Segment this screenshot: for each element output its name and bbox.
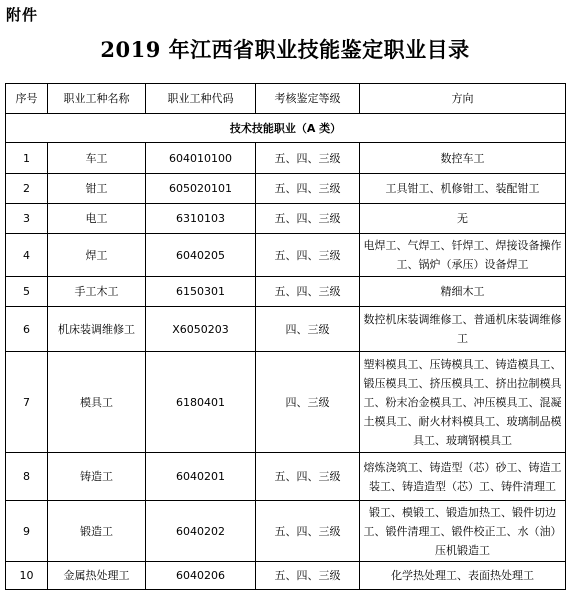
table-row <box>6 501 566 562</box>
row-name: 模具工 <box>48 352 146 453</box>
header-number: 序号 <box>6 84 48 114</box>
row-name: 金属热处理工 <box>48 562 146 590</box>
table-row <box>6 307 566 352</box>
table-row <box>6 143 566 174</box>
occupation-catalog-table <box>5 83 566 590</box>
row-number: 3 <box>6 204 48 234</box>
row-number: 8 <box>6 453 48 501</box>
row-direction: 化学热处理工、表面热处理工 <box>360 562 566 590</box>
row-direction: 无 <box>360 204 566 234</box>
row-number: 7 <box>6 352 48 453</box>
attachment-label: 附件 <box>6 6 39 24</box>
row-name: 手工木工 <box>48 277 146 307</box>
row-code: 605020101 <box>146 174 256 204</box>
row-level: 五、四、三级 <box>256 277 360 307</box>
row-code: 604010100 <box>146 143 256 174</box>
row-number: 10 <box>6 562 48 590</box>
row-code: 6040205 <box>146 234 256 277</box>
row-level: 五、四、三级 <box>256 204 360 234</box>
table-row <box>6 562 566 590</box>
table-row <box>6 352 566 453</box>
row-name: 钳工 <box>48 174 146 204</box>
table-row <box>6 453 566 501</box>
row-level: 五、四、三级 <box>256 562 360 590</box>
header-occupation-code: 职业工种代码 <box>146 84 256 114</box>
row-direction: 锻工、模锻工、锻造加热工、锻件切边工、锻件清理工、锻件校正工、水（油）压机锻造工 <box>360 501 566 562</box>
table-header-row <box>6 84 566 114</box>
row-code: 6180401 <box>146 352 256 453</box>
page-title: 2019 年江西省职业技能鉴定职业目录 <box>100 37 470 62</box>
row-level: 五、四、三级 <box>256 501 360 562</box>
section-title: 技术技能职业（A 类） <box>6 114 566 143</box>
table-row <box>6 174 566 204</box>
header-assessment-level: 考核鉴定等级 <box>256 84 360 114</box>
row-direction: 数控机床装调维修工、普通机床装调维修工 <box>360 307 566 352</box>
row-direction: 数控车工 <box>360 143 566 174</box>
row-level: 五、四、三级 <box>256 234 360 277</box>
section-row <box>6 114 566 143</box>
row-code: 6040202 <box>146 501 256 562</box>
row-code: 6040201 <box>146 453 256 501</box>
row-code: X6050203 <box>146 307 256 352</box>
row-number: 1 <box>6 143 48 174</box>
row-number: 4 <box>6 234 48 277</box>
row-direction: 电焊工、气焊工、钎焊工、焊接设备操作工、锅炉（承压）设备焊工 <box>360 234 566 277</box>
row-direction: 工具钳工、机修钳工、装配钳工 <box>360 174 566 204</box>
header-direction: 方向 <box>360 84 566 114</box>
row-number: 6 <box>6 307 48 352</box>
row-code: 6310103 <box>146 204 256 234</box>
row-number: 5 <box>6 277 48 307</box>
row-direction: 精细木工 <box>360 277 566 307</box>
row-level: 五、四、三级 <box>256 143 360 174</box>
row-name: 机床装调维修工 <box>48 307 146 352</box>
row-code: 6150301 <box>146 277 256 307</box>
row-level: 四、三级 <box>256 307 360 352</box>
row-name: 锻造工 <box>48 501 146 562</box>
row-number: 9 <box>6 501 48 562</box>
row-level: 四、三级 <box>256 352 360 453</box>
row-direction: 熔炼浇筑工、铸造型（芯）砂工、铸造工装工、铸造造型（芯）工、铸件清理工 <box>360 453 566 501</box>
table-row <box>6 204 566 234</box>
row-code: 6040206 <box>146 562 256 590</box>
row-level: 五、四、三级 <box>256 453 360 501</box>
row-direction: 塑料模具工、压铸模具工、铸造模具工、锻压模具工、挤压模具工、挤出拉制模具工、粉末冶金模具工、冲压模具工、混凝土模具工、耐火材料模具工、玻璃制品模具工、玻璃钢模具工 <box>360 352 566 453</box>
row-name: 焊工 <box>48 234 146 277</box>
row-name: 车工 <box>48 143 146 174</box>
row-name: 电工 <box>48 204 146 234</box>
header-occupation-name: 职业工种名称 <box>48 84 146 114</box>
table-row <box>6 234 566 277</box>
row-level: 五、四、三级 <box>256 174 360 204</box>
row-number: 2 <box>6 174 48 204</box>
row-name: 铸造工 <box>48 453 146 501</box>
table-row <box>6 277 566 307</box>
